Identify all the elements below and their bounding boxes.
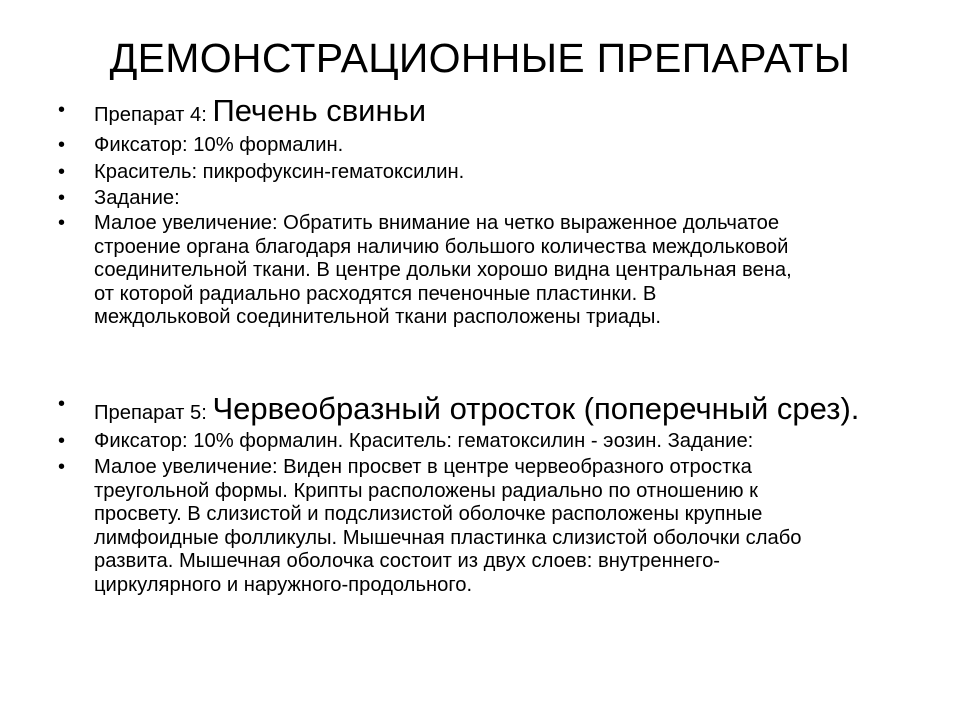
- fixative-text-1: Фиксатор: 10% формалин.: [94, 134, 344, 156]
- bullet-icon: •: [58, 212, 66, 234]
- specimen-4-heading: [94, 94, 936, 128]
- stain-text-1: Краситель: пикрофуксин-гематоксилин.: [94, 161, 465, 183]
- paragraph-line: соединительной ткани. В центре дольки хорошо видна центральная вена,: [94, 259, 792, 282]
- specimen-5-name: Червеобразный отросток (поперечный срез).: [212, 391, 860, 426]
- paragraph-line: междольковой соединительной ткани расположены триады.: [94, 306, 662, 329]
- specimen-5-heading: [94, 392, 936, 426]
- bullet-icon: •: [58, 187, 66, 209]
- paragraph-line: просвету. В слизистой и подслизистой оболочке расположены крупные: [94, 503, 763, 526]
- specimen-5-prefix: Препарат 5:: [94, 402, 213, 424]
- bullet-icon: •: [58, 99, 66, 121]
- specimen-4-prefix: Препарат 4:: [94, 104, 213, 126]
- paragraph-line: треугольной формы. Крипты расположены радиально по отношению к: [94, 479, 758, 502]
- paragraph-line: лимфоидные фолликулы. Мышечная пластинка слизистой оболочки слабо: [94, 526, 802, 549]
- specimen-4-name: Печень свиньи: [212, 93, 427, 128]
- bullet-icon: •: [58, 134, 66, 156]
- slide-title: ДЕМОНСТРАЦИОННЫЕ ПРЕПАРАТЫ: [109, 35, 851, 81]
- task-text-1: Задание:: [94, 187, 180, 209]
- paragraph-line: Малое увеличение: Обратить внимание на четко выраженное дольчатое: [94, 212, 780, 234]
- fixative-stain-text-2: Фиксатор: 10% формалин. Краситель: гематоксилин - эозин. Задание:: [94, 430, 754, 452]
- paragraph-line: от которой радиально расходятся печеночные пластинки. В: [94, 282, 657, 305]
- bullet-icon: •: [58, 393, 66, 415]
- low-magnification-text-2: [94, 456, 936, 598]
- bullet-icon: •: [58, 430, 66, 452]
- paragraph-line: строение органа благодаря наличию большого количества междольковой: [94, 235, 789, 258]
- bullet-icon: •: [58, 161, 66, 183]
- low-magnification-text-1: [94, 212, 936, 330]
- paragraph-line: циркулярного и наружного-продольного.: [94, 573, 473, 596]
- bullet-icon: •: [58, 456, 66, 478]
- paragraph-line: Малое увеличение: Виден просвет в центре червеобразного отростка: [94, 456, 752, 478]
- paragraph-line: развита. Мышечная оболочка состоит из двух слоев: внутреннего-: [94, 550, 721, 573]
